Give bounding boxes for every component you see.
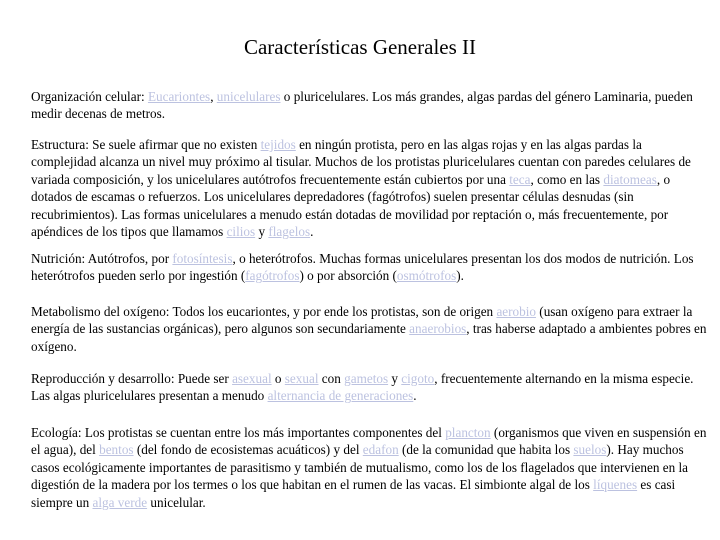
text-run: (organismos que viven en suspensión en el agua), del (31, 425, 707, 458)
text-run: (del fondo de ecosistemas acuáticos) y del (133, 442, 363, 458)
text-run: Ecología: Los protistas se cuentan entre los más importantes componentes del (31, 425, 446, 440)
text-run: es casi siempre un (31, 477, 676, 510)
text-run: Metabolismo del oxígeno: Todos los eucariontes, y por ende los protistas, son de origen (31, 304, 497, 319)
link-fotosíntesis[interactable]: fotosíntesis (172, 251, 233, 266)
text-run: Reproducción y desarrollo: Puede ser (31, 371, 233, 386)
link-alternancia-de-generaciones[interactable]: alternancia de generaciones (267, 388, 414, 404)
link-plancton[interactable]: plancton (445, 425, 491, 440)
text-run: ). (456, 268, 464, 284)
link-diatomeas[interactable]: diatomeas (603, 171, 657, 187)
text-run: , tras haberse adaptado a ambientes pobres en oxígeno. (31, 321, 707, 354)
link-osmótrofos[interactable]: osmótrofos (396, 268, 457, 284)
text-run: (usan oxígeno para extraer la energía de las sustancias orgánicas), pero algunos son secundariamente (31, 304, 693, 337)
text-run: o (271, 371, 285, 386)
text-run: Organización celular: (31, 89, 148, 104)
text-run: unicelular. (147, 494, 206, 510)
link-anaerobios[interactable]: anaerobios (409, 321, 467, 337)
link-fagótrofos[interactable]: fagótrofos (245, 268, 300, 284)
text-run: en ningún protista, pero en las algas rojas y en las algas pardas la complejidad alcanza un nivel muy próximo al tisular. Muchos de los protistas pluricelulares cuentan con paredes celulares de variada composición, y los unicelulares autótrofos frecuentemente están cubiertos por una (31, 137, 691, 187)
text-run: , frecuentemente alternando en la misma especie. Las algas pluricelulares presentan a menudo (31, 371, 694, 404)
link-sexual[interactable]: sexual (284, 371, 319, 386)
paragraph-ecologia (31, 424, 709, 511)
link-gametos[interactable]: gametos (344, 371, 389, 386)
text-run: ) o por absorción ( (299, 268, 397, 284)
text-run: , o dotados de escamas o refuerzos. Los unicelulares depredadores (fagótrofos) suelen presentar células desnudas (sin recubrimientos). Las formas unicelulares a menudo están dotadas de movilidad por reptación o, más frecuentemente, por apéndices de los tipos que llamamos (31, 171, 671, 240)
text-run: Estructura: Se suele afirmar que no existen (31, 137, 261, 152)
link-líquenes[interactable]: líquenes (593, 477, 638, 493)
link-asexual[interactable]: asexual (232, 371, 272, 386)
link-eucariontes[interactable]: Eucariontes (147, 89, 211, 104)
link-tejidos[interactable]: tejidos (260, 137, 296, 152)
text-run: . (413, 388, 417, 404)
text-run: , como en las (530, 171, 604, 187)
paragraph-organizacion (31, 88, 709, 123)
link-unicelulares[interactable]: unicelulares (216, 89, 281, 104)
link-teca[interactable]: teca (509, 171, 531, 187)
text-run: ). Hay muchos casos ecológicamente importantes de parasitismo y también de mutualismo, como los de los flagelados que intervienen en la digestión de la madera por los termes o los que habitan en el rumen de las vacas. El simbionte algal de los (31, 442, 688, 493)
link-cilios[interactable]: cilios (226, 224, 256, 240)
slide-title: Características Generales II (243, 35, 477, 59)
link-bentos[interactable]: bentos (99, 442, 134, 458)
link-suelos[interactable]: suelos (573, 442, 607, 458)
paragraph-nutricion (31, 250, 709, 285)
text-run: , (210, 89, 217, 104)
link-cigoto[interactable]: cigoto (401, 371, 435, 386)
text-run: , o heterótrofos. Muchas formas unicelulares presentan los dos modos de nutrición. Los heterótrofos pueden serlo por ingestión ( (31, 251, 694, 284)
text-run: y (255, 224, 269, 240)
link-edafon[interactable]: edafon (362, 442, 399, 458)
text-run: o pluricelulares. Los más grandes, algas pardas del género Laminaria, pueden medir decenas de metros. (31, 89, 693, 122)
text-run: (de la comunidad que habita los (398, 442, 574, 458)
link-aerobio[interactable]: aerobio (496, 304, 536, 319)
link-alga-verde[interactable]: alga verde (92, 494, 148, 510)
text-run: con (318, 371, 345, 386)
paragraph-estructura (31, 136, 709, 240)
text-run: . (310, 224, 314, 240)
text-run: y (388, 371, 402, 386)
link-flagelos[interactable]: flagelos (268, 224, 311, 240)
paragraph-reproduccion (31, 370, 709, 405)
text-run: Nutrición: Autótrofos, por (31, 251, 173, 266)
paragraph-metabolismo (31, 303, 709, 355)
